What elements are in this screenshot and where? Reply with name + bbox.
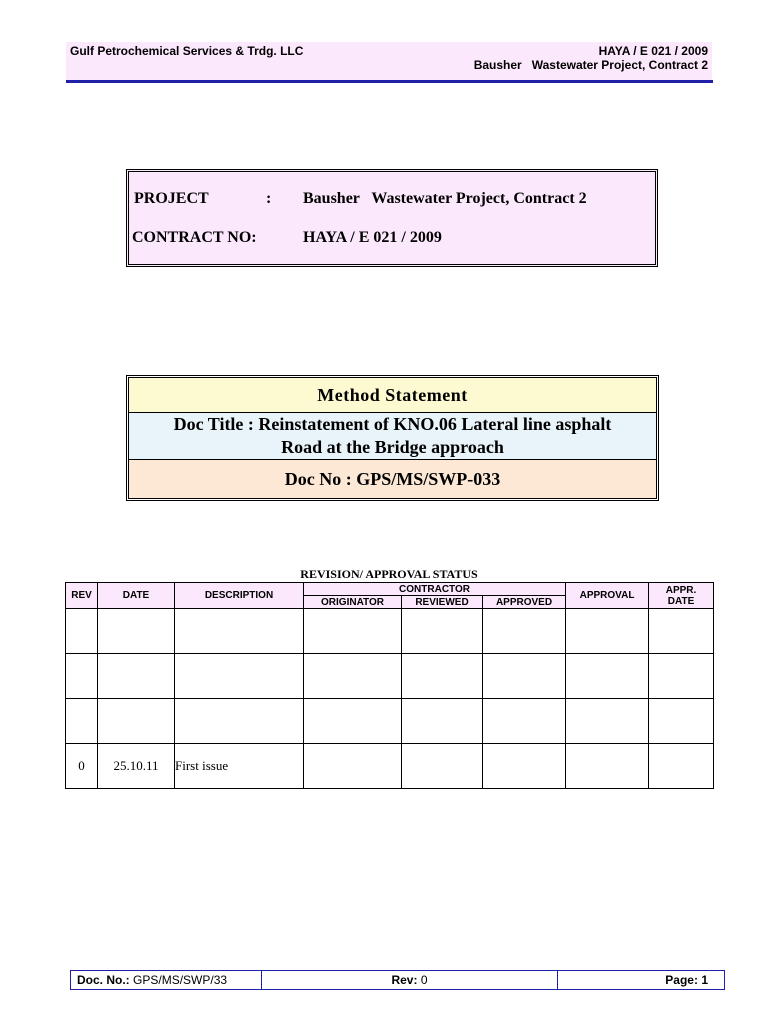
cell-description	[175, 699, 304, 744]
appr-date-line-1: APPR.	[665, 584, 697, 596]
footer-page-value: 1	[701, 973, 708, 987]
cell-approved	[483, 744, 566, 789]
cell-approved	[483, 654, 566, 699]
cell-approved	[483, 609, 566, 654]
cell-description: First issue	[175, 744, 304, 789]
footer-rev-value: 0	[420, 973, 428, 987]
cell-description	[175, 609, 304, 654]
page-footer	[70, 970, 725, 990]
project-value: Bausher Wastewater Project, Contract 2	[303, 190, 587, 207]
footer-page	[558, 971, 724, 989]
doc-title	[129, 413, 656, 460]
cell-originator	[304, 744, 402, 789]
cell-description	[175, 654, 304, 699]
cell-appr-date	[649, 654, 714, 699]
col-header-rev: REV	[66, 583, 98, 609]
method-statement-heading: Method Statement	[129, 378, 656, 413]
project-info-box	[126, 169, 658, 267]
cell-originator	[304, 609, 402, 654]
contract-value: HAYA / E 021 / 2009	[303, 229, 442, 246]
cell-date	[98, 654, 175, 699]
footer-doc-no	[71, 971, 262, 989]
doc-number: Doc No : GPS/MS/SWP-033	[129, 460, 656, 498]
footer-page-label: Page:	[665, 973, 698, 987]
cell-appr-date	[649, 699, 714, 744]
table-row	[66, 654, 714, 699]
revision-table-caption: REVISION/ APPROVAL STATUS	[300, 567, 478, 581]
cell-approval	[566, 744, 649, 789]
cell-approval	[566, 609, 649, 654]
table-row	[66, 744, 714, 789]
cell-date	[98, 609, 175, 654]
table-row	[66, 699, 714, 744]
appr-date-line-2: DATE	[667, 595, 695, 607]
cell-reviewed	[402, 609, 483, 654]
cell-reviewed	[402, 654, 483, 699]
col-header-appr-date	[649, 583, 714, 609]
footer-rev	[262, 971, 558, 989]
doc-title-line-2: Road at the Bridge approach	[281, 437, 504, 457]
col-header-approved: APPROVED	[483, 596, 566, 609]
cell-reviewed	[402, 744, 483, 789]
cell-originator	[304, 699, 402, 744]
cell-appr-date	[649, 609, 714, 654]
footer-doc-no-label: Doc. No.:	[77, 973, 130, 987]
company-name: Gulf Petrochemical Services & Trdg. LLC	[70, 44, 304, 58]
footer-rev-label: Rev:	[391, 973, 418, 987]
cell-rev	[66, 609, 98, 654]
cell-approval	[566, 699, 649, 744]
header-contract-ref: HAYA / E 021 / 2009	[598, 44, 708, 58]
cell-approval	[566, 654, 649, 699]
method-statement-box	[126, 375, 659, 501]
cell-rev: 0	[66, 744, 98, 789]
doc-title-line-1: Doc Title : Reinstatement of KNO.06 Lateral line asphalt	[173, 414, 612, 434]
col-header-approval: APPROVAL	[566, 583, 649, 609]
cell-originator	[304, 654, 402, 699]
col-header-date: DATE	[98, 583, 175, 609]
cell-date: 25.10.11	[98, 744, 175, 789]
cell-reviewed	[402, 699, 483, 744]
cell-approved	[483, 699, 566, 744]
cell-appr-date	[649, 744, 714, 789]
col-header-originator: ORIGINATOR	[304, 596, 402, 609]
col-header-description: DESCRIPTION	[175, 583, 304, 609]
header-divider	[66, 80, 713, 83]
col-header-reviewed: REVIEWED	[402, 596, 483, 609]
project-label: PROJECT	[134, 190, 209, 207]
cell-date	[98, 699, 175, 744]
contract-label: CONTRACT NO:	[132, 229, 257, 246]
header-project-name: Bausher Wastewater Project, Contract 2	[473, 58, 708, 72]
table-row	[66, 609, 714, 654]
cell-rev	[66, 699, 98, 744]
cell-rev	[66, 654, 98, 699]
col-header-contractor: CONTRACTOR	[304, 583, 566, 596]
project-separator: :	[266, 190, 272, 207]
footer-doc-no-value: GPS/MS/SWP/33	[133, 973, 228, 987]
revision-table	[65, 582, 714, 789]
